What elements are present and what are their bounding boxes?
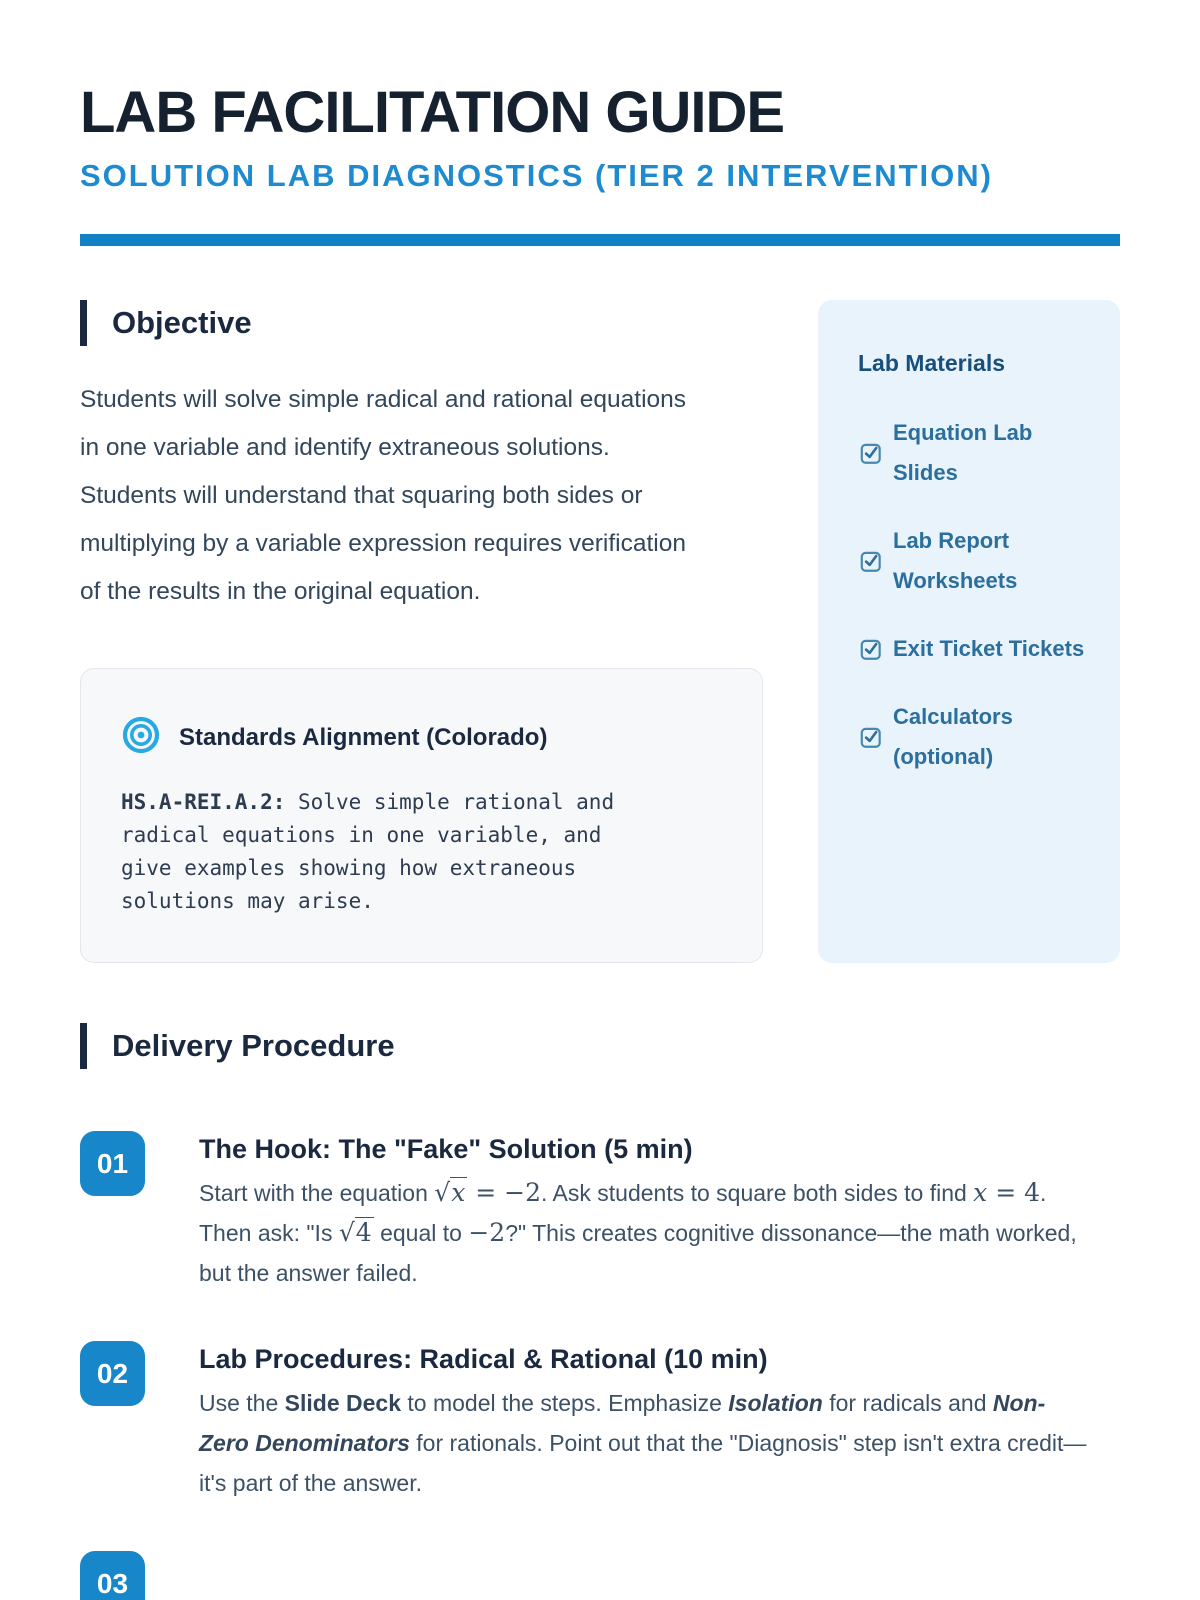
checkbox-checked-icon: [858, 548, 884, 574]
step-title: The Hook: The "Fake" Solution (5 min): [199, 1134, 693, 1164]
checkbox-checked-icon: [858, 724, 884, 750]
standards-description: Solve simple rational and radical equations in one variable, and give examples showing how extraneous solutions may arise.: [121, 790, 615, 913]
step-row-03: [80, 1551, 1120, 1600]
standards-callout: [80, 668, 763, 963]
lab-materials-list: [858, 413, 1086, 777]
list-item: [858, 521, 1086, 601]
target-icon: [121, 715, 161, 760]
page-title: LAB FACILITATION GUIDE: [80, 80, 785, 145]
section-accent-bar: [80, 300, 87, 346]
step-content: [199, 1131, 1089, 1293]
objective-heading: Objective: [112, 305, 252, 340]
list-item: [858, 629, 1086, 669]
step-content: [199, 1341, 1089, 1503]
material-label: Equation Lab Slides: [893, 420, 1033, 485]
step-row-02: [80, 1341, 1120, 1503]
header: [80, 80, 1120, 246]
objective-section: [80, 300, 763, 963]
lab-materials-heading: Lab Materials: [858, 350, 1005, 376]
procedure-heading: Delivery Procedure: [112, 1028, 395, 1063]
list-item: [858, 697, 1086, 777]
step-body: Start with the equation √x = −2. Ask students to square both sides to find x = 4. Then ask: "Is √4 equal to −2?" This creates cognitive dissonance—the math worked, but the answer failed.: [199, 1178, 1077, 1286]
list-item: [858, 413, 1086, 493]
standards-heading: Standards Alignment (Colorado): [179, 723, 548, 751]
step-body: Use the Slide Deck to model the steps. Emphasize Isolation for radicals and Non-Zero Denominators for rationals. Point out that the "Diagnosis" step isn't extra credit—it's part of the answer.: [199, 1390, 1087, 1496]
procedure-heading-row: [80, 1023, 1120, 1069]
procedure-steps: [80, 1131, 1120, 1600]
material-label: Exit Ticket Tickets: [893, 636, 1085, 661]
step-content: [199, 1551, 1089, 1600]
delivery-procedure-section: [80, 1023, 1120, 1600]
material-label: Lab Report Worksheets: [893, 528, 1018, 593]
step-number-badge: 03: [80, 1551, 145, 1600]
section-accent-bar: [80, 1023, 87, 1069]
lab-materials-card: [818, 300, 1120, 963]
header-divider: [80, 234, 1120, 246]
standards-text: [121, 786, 651, 918]
page-subtitle: SOLUTION LAB DIAGNOSTICS (TIER 2 INTERVENTION): [80, 158, 993, 193]
material-label: Calculators (optional): [893, 704, 1013, 769]
objective-and-materials-row: [80, 300, 1120, 963]
step-title: Lab Procedures: Radical & Rational (10 min): [199, 1344, 768, 1374]
standards-heading-row: [121, 715, 722, 760]
step-number-badge: 01: [80, 1131, 145, 1196]
objective-heading-row: [80, 300, 763, 346]
step-number-badge: 02: [80, 1341, 145, 1406]
objective-paragraph: Students will solve simple radical and rational equations in one variable and identify extraneous solutions. Students will understand that squaring both sides or multiplying by a variable expression requires verification of the results in the original equation.: [80, 386, 687, 605]
step-row-01: [80, 1131, 1120, 1293]
standards-code: HS.A-REI.A.2:: [121, 790, 286, 814]
checkbox-checked-icon: [858, 636, 884, 662]
checkbox-checked-icon: [858, 440, 884, 466]
